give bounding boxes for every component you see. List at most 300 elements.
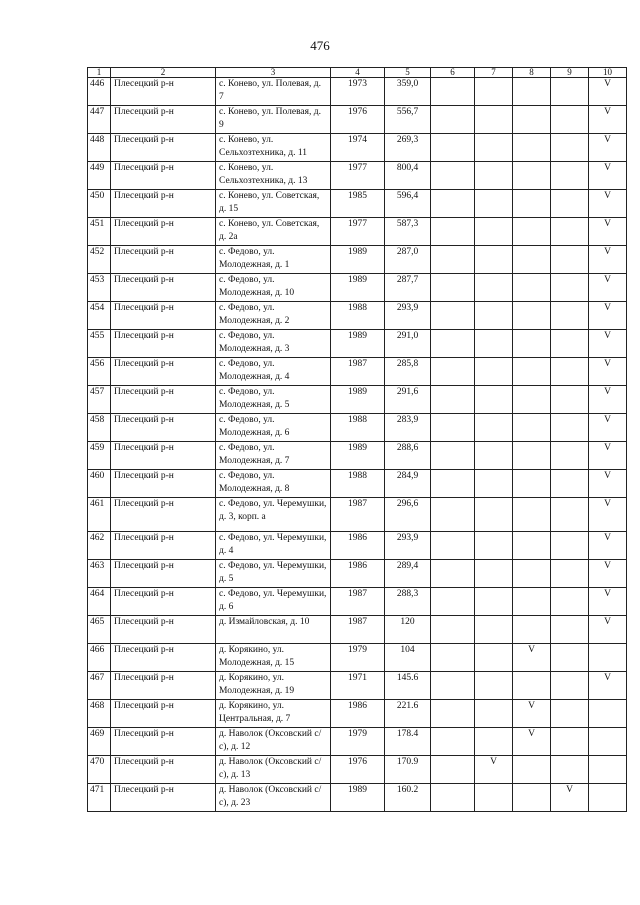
cell-address: с. Федово, ул. Молодежная, д. 8	[216, 470, 331, 498]
cell-year: 1986	[331, 560, 385, 588]
cell-c7	[475, 672, 513, 700]
table-row	[88, 756, 627, 784]
cell-c7	[475, 162, 513, 190]
cell-year: 1971	[331, 672, 385, 700]
cell-c8	[513, 386, 551, 414]
cell-district: Плесецкий р-н	[111, 700, 216, 728]
cell-district: Плесецкий р-н	[111, 218, 216, 246]
cell-c9	[551, 442, 589, 470]
cell-address: с. Конево, ул. Советская, д. 15	[216, 190, 331, 218]
cell-year: 1989	[331, 330, 385, 358]
cell-address: с. Федово, ул. Молодежная, д. 10	[216, 274, 331, 302]
cell-num: 450	[88, 190, 111, 218]
cell-c6	[431, 302, 475, 330]
table-row	[88, 532, 627, 560]
column-header: 10	[589, 68, 627, 78]
header-row	[88, 68, 627, 78]
cell-c10: V	[589, 616, 627, 644]
cell-c9	[551, 302, 589, 330]
table-row	[88, 106, 627, 134]
table-row	[88, 470, 627, 498]
cell-c9	[551, 728, 589, 756]
cell-c8	[513, 588, 551, 616]
cell-area: 145.6	[385, 672, 431, 700]
cell-c6	[431, 728, 475, 756]
cell-c8: V	[513, 700, 551, 728]
housing-table	[87, 67, 627, 812]
table-row	[88, 302, 627, 330]
cell-c8	[513, 784, 551, 812]
cell-district: Плесецкий р-н	[111, 106, 216, 134]
cell-c7	[475, 414, 513, 442]
cell-num: 469	[88, 728, 111, 756]
table-row	[88, 246, 627, 274]
cell-year: 1973	[331, 78, 385, 106]
cell-num: 463	[88, 560, 111, 588]
cell-year: 1976	[331, 106, 385, 134]
cell-c6	[431, 560, 475, 588]
cell-c8: V	[513, 728, 551, 756]
cell-district: Плесецкий р-н	[111, 588, 216, 616]
cell-c9	[551, 644, 589, 672]
cell-c7	[475, 700, 513, 728]
cell-c9	[551, 78, 589, 106]
cell-c7	[475, 616, 513, 644]
cell-c6	[431, 190, 475, 218]
table-row	[88, 672, 627, 700]
cell-area: 160.2	[385, 784, 431, 812]
cell-c8	[513, 560, 551, 588]
cell-area: 596,4	[385, 190, 431, 218]
cell-c8	[513, 756, 551, 784]
cell-address: с. Конево, ул. Полевая, д. 9	[216, 106, 331, 134]
cell-address: с. Федово, ул. Молодежная, д. 7	[216, 442, 331, 470]
column-header: 4	[331, 68, 385, 78]
cell-c6	[431, 162, 475, 190]
column-header: 6	[431, 68, 475, 78]
cell-year: 1989	[331, 784, 385, 812]
cell-c9	[551, 190, 589, 218]
cell-year: 1988	[331, 302, 385, 330]
cell-num: 446	[88, 78, 111, 106]
cell-year: 1987	[331, 358, 385, 386]
cell-c7	[475, 784, 513, 812]
cell-address: д. Корякино, ул. Молодежная, д. 19	[216, 672, 331, 700]
cell-address: д. Наволок (Оксовский с/с), д. 12	[216, 728, 331, 756]
cell-year: 1989	[331, 246, 385, 274]
cell-district: Плесецкий р-н	[111, 756, 216, 784]
cell-c7	[475, 728, 513, 756]
cell-num: 452	[88, 246, 111, 274]
cell-area: 285,8	[385, 358, 431, 386]
cell-c8	[513, 470, 551, 498]
cell-num: 459	[88, 442, 111, 470]
cell-c6	[431, 78, 475, 106]
cell-c9	[551, 616, 589, 644]
cell-c8	[513, 330, 551, 358]
cell-address: д. Измайловская, д. 10	[216, 616, 331, 644]
cell-c10: V	[589, 386, 627, 414]
cell-district: Плесецкий р-н	[111, 330, 216, 358]
cell-c9	[551, 246, 589, 274]
cell-c10: V	[589, 274, 627, 302]
cell-num: 458	[88, 414, 111, 442]
cell-c7	[475, 588, 513, 616]
table-row	[88, 616, 627, 644]
cell-year: 1989	[331, 442, 385, 470]
cell-year: 1986	[331, 700, 385, 728]
cell-c7	[475, 190, 513, 218]
cell-c9	[551, 532, 589, 560]
cell-c7: V	[475, 756, 513, 784]
cell-district: Плесецкий р-н	[111, 784, 216, 812]
cell-district: Плесецкий р-н	[111, 470, 216, 498]
cell-c6	[431, 588, 475, 616]
cell-address: с. Федово, ул. Молодежная, д. 5	[216, 386, 331, 414]
cell-area: 556,7	[385, 106, 431, 134]
cell-c7	[475, 644, 513, 672]
cell-area: 291,6	[385, 386, 431, 414]
table-row	[88, 644, 627, 672]
cell-address: с. Федово, ул. Молодежная, д. 2	[216, 302, 331, 330]
cell-num: 461	[88, 498, 111, 532]
cell-c10	[589, 784, 627, 812]
cell-c7	[475, 246, 513, 274]
cell-num: 447	[88, 106, 111, 134]
column-header: 3	[216, 68, 331, 78]
cell-address: с. Федово, ул. Черемушки, д. 4	[216, 532, 331, 560]
cell-year: 1979	[331, 644, 385, 672]
cell-c10	[589, 644, 627, 672]
cell-c7	[475, 498, 513, 532]
cell-address: с. Федово, ул. Черемушки, д. 5	[216, 560, 331, 588]
cell-c6	[431, 644, 475, 672]
cell-area: 269,3	[385, 134, 431, 162]
cell-address: с. Федово, ул. Молодежная, д. 6	[216, 414, 331, 442]
cell-num: 453	[88, 274, 111, 302]
cell-num: 467	[88, 672, 111, 700]
cell-area: 221.6	[385, 700, 431, 728]
cell-c6	[431, 470, 475, 498]
cell-year: 1976	[331, 756, 385, 784]
cell-district: Плесецкий р-н	[111, 274, 216, 302]
page-number: 476	[310, 38, 330, 53]
cell-c6	[431, 218, 475, 246]
table-row	[88, 442, 627, 470]
cell-district: Плесецкий р-н	[111, 728, 216, 756]
cell-area: 293,9	[385, 302, 431, 330]
cell-c8	[513, 106, 551, 134]
cell-year: 1977	[331, 218, 385, 246]
cell-c9	[551, 386, 589, 414]
cell-c10: V	[589, 218, 627, 246]
cell-c7	[475, 302, 513, 330]
column-header: 8	[513, 68, 551, 78]
cell-c9	[551, 106, 589, 134]
cell-address: с. Федово, ул. Молодежная, д. 1	[216, 246, 331, 274]
cell-area: 288,6	[385, 442, 431, 470]
cell-district: Плесецкий р-н	[111, 414, 216, 442]
table-row	[88, 560, 627, 588]
cell-c9	[551, 756, 589, 784]
cell-c6	[431, 106, 475, 134]
cell-c7	[475, 358, 513, 386]
cell-c9	[551, 134, 589, 162]
cell-c7	[475, 134, 513, 162]
cell-area: 287,0	[385, 246, 431, 274]
cell-area: 120	[385, 616, 431, 644]
cell-c6	[431, 386, 475, 414]
cell-c10: V	[589, 470, 627, 498]
cell-c10: V	[589, 190, 627, 218]
cell-num: 468	[88, 700, 111, 728]
cell-c6	[431, 358, 475, 386]
cell-c10: V	[589, 78, 627, 106]
cell-c7	[475, 442, 513, 470]
cell-district: Плесецкий р-н	[111, 616, 216, 644]
cell-c9: V	[551, 784, 589, 812]
cell-c8	[513, 218, 551, 246]
cell-area: 288,3	[385, 588, 431, 616]
cell-c10: V	[589, 358, 627, 386]
cell-c8	[513, 358, 551, 386]
table-row	[88, 728, 627, 756]
cell-c8	[513, 134, 551, 162]
cell-district: Плесецкий р-н	[111, 644, 216, 672]
cell-num: 457	[88, 386, 111, 414]
cell-c7	[475, 106, 513, 134]
cell-c6	[431, 274, 475, 302]
cell-c10: V	[589, 302, 627, 330]
table-row	[88, 784, 627, 812]
cell-year: 1989	[331, 386, 385, 414]
cell-c10: V	[589, 672, 627, 700]
cell-c10: V	[589, 414, 627, 442]
table-row	[88, 218, 627, 246]
cell-year: 1974	[331, 134, 385, 162]
cell-year: 1985	[331, 190, 385, 218]
cell-num: 471	[88, 784, 111, 812]
cell-area: 283,9	[385, 414, 431, 442]
cell-c8: V	[513, 644, 551, 672]
cell-address: с. Федово, ул. Черемушки, д. 6	[216, 588, 331, 616]
cell-area: 359,0	[385, 78, 431, 106]
cell-district: Плесецкий р-н	[111, 302, 216, 330]
cell-district: Плесецкий р-н	[111, 672, 216, 700]
cell-c10: V	[589, 330, 627, 358]
cell-c6	[431, 700, 475, 728]
cell-district: Плесецкий р-н	[111, 358, 216, 386]
cell-c6	[431, 784, 475, 812]
cell-address: с. Конево, ул. Советская, д. 2а	[216, 218, 331, 246]
cell-c8	[513, 672, 551, 700]
cell-district: Плесецкий р-н	[111, 162, 216, 190]
cell-num: 470	[88, 756, 111, 784]
cell-area: 296,6	[385, 498, 431, 532]
cell-address: д. Корякино, ул. Центральная, д. 7	[216, 700, 331, 728]
table-row	[88, 78, 627, 106]
cell-c6	[431, 532, 475, 560]
cell-c9	[551, 672, 589, 700]
cell-district: Плесецкий р-н	[111, 190, 216, 218]
cell-c9	[551, 330, 589, 358]
cell-address: д. Корякино, ул. Молодежная, д. 15	[216, 644, 331, 672]
cell-district: Плесецкий р-н	[111, 442, 216, 470]
cell-district: Плесецкий р-н	[111, 246, 216, 274]
cell-c6	[431, 756, 475, 784]
cell-c6	[431, 498, 475, 532]
cell-num: 456	[88, 358, 111, 386]
cell-c6	[431, 134, 475, 162]
table-row	[88, 498, 627, 532]
column-header: 1	[88, 68, 111, 78]
table-row	[88, 134, 627, 162]
cell-num: 449	[88, 162, 111, 190]
cell-address: с. Конево, ул. Сельхозтехника, д. 13	[216, 162, 331, 190]
cell-c10: V	[589, 162, 627, 190]
cell-c8	[513, 532, 551, 560]
cell-c7	[475, 386, 513, 414]
cell-c7	[475, 274, 513, 302]
cell-area: 587,3	[385, 218, 431, 246]
cell-c7	[475, 78, 513, 106]
cell-c9	[551, 162, 589, 190]
column-header: 9	[551, 68, 589, 78]
cell-c8	[513, 190, 551, 218]
cell-c7	[475, 532, 513, 560]
cell-area: 291,0	[385, 330, 431, 358]
cell-c9	[551, 470, 589, 498]
cell-c9	[551, 560, 589, 588]
column-header: 5	[385, 68, 431, 78]
cell-address: с. Федово, ул. Молодежная, д. 4	[216, 358, 331, 386]
cell-year: 1989	[331, 274, 385, 302]
cell-num: 460	[88, 470, 111, 498]
table-row	[88, 190, 627, 218]
table-row	[88, 588, 627, 616]
cell-area: 293,9	[385, 532, 431, 560]
table-row	[88, 386, 627, 414]
cell-c7	[475, 218, 513, 246]
table-row	[88, 358, 627, 386]
cell-year: 1987	[331, 498, 385, 532]
cell-c8	[513, 302, 551, 330]
cell-num: 466	[88, 644, 111, 672]
cell-c10: V	[589, 532, 627, 560]
cell-c10	[589, 700, 627, 728]
cell-c8	[513, 498, 551, 532]
cell-c9	[551, 358, 589, 386]
cell-c7	[475, 470, 513, 498]
cell-area: 284,9	[385, 470, 431, 498]
cell-c10: V	[589, 246, 627, 274]
cell-c8	[513, 246, 551, 274]
cell-c9	[551, 218, 589, 246]
cell-num: 462	[88, 532, 111, 560]
cell-c6	[431, 330, 475, 358]
cell-area: 170.9	[385, 756, 431, 784]
cell-c6	[431, 672, 475, 700]
column-header: 2	[111, 68, 216, 78]
cell-c10	[589, 728, 627, 756]
cell-c9	[551, 498, 589, 532]
cell-c7	[475, 330, 513, 358]
cell-year: 1986	[331, 532, 385, 560]
table-row	[88, 274, 627, 302]
cell-c10: V	[589, 442, 627, 470]
cell-year: 1987	[331, 588, 385, 616]
cell-address: д. Наволок (Оксовский с/с), д. 23	[216, 784, 331, 812]
table-row	[88, 414, 627, 442]
cell-c6	[431, 246, 475, 274]
cell-year: 1988	[331, 470, 385, 498]
cell-area: 287,7	[385, 274, 431, 302]
cell-num: 464	[88, 588, 111, 616]
cell-district: Плесецкий р-н	[111, 78, 216, 106]
cell-district: Плесецкий р-н	[111, 386, 216, 414]
cell-year: 1988	[331, 414, 385, 442]
cell-c10: V	[589, 498, 627, 532]
cell-c10: V	[589, 560, 627, 588]
table-row	[88, 700, 627, 728]
cell-area: 104	[385, 644, 431, 672]
cell-c10	[589, 756, 627, 784]
cell-district: Плесецкий р-н	[111, 134, 216, 162]
cell-c8	[513, 162, 551, 190]
table-row	[88, 330, 627, 358]
cell-num: 454	[88, 302, 111, 330]
cell-area: 178.4	[385, 728, 431, 756]
cell-c9	[551, 414, 589, 442]
cell-district: Плесецкий р-н	[111, 532, 216, 560]
cell-c9	[551, 588, 589, 616]
cell-district: Плесецкий р-н	[111, 560, 216, 588]
cell-address: д. Наволок (Оксовский с/с), д. 13	[216, 756, 331, 784]
table-row	[88, 162, 627, 190]
cell-area: 289,4	[385, 560, 431, 588]
cell-address: с. Федово, ул. Молодежная, д. 3	[216, 330, 331, 358]
cell-c6	[431, 616, 475, 644]
cell-c8	[513, 442, 551, 470]
cell-c9	[551, 700, 589, 728]
cell-c6	[431, 414, 475, 442]
cell-year: 1977	[331, 162, 385, 190]
cell-c6	[431, 442, 475, 470]
cell-c8	[513, 274, 551, 302]
column-header: 7	[475, 68, 513, 78]
cell-address: с. Федово, ул. Черемушки, д. 3, корп. а	[216, 498, 331, 532]
cell-c7	[475, 560, 513, 588]
cell-year: 1987	[331, 616, 385, 644]
cell-year: 1979	[331, 728, 385, 756]
cell-district: Плесецкий р-н	[111, 498, 216, 532]
cell-c8	[513, 78, 551, 106]
cell-c10: V	[589, 588, 627, 616]
cell-address: с. Конево, ул. Сельхозтехника, д. 11	[216, 134, 331, 162]
cell-num: 448	[88, 134, 111, 162]
cell-c8	[513, 616, 551, 644]
cell-area: 800,4	[385, 162, 431, 190]
cell-c8	[513, 414, 551, 442]
cell-num: 455	[88, 330, 111, 358]
cell-c9	[551, 274, 589, 302]
cell-c10: V	[589, 134, 627, 162]
cell-address: с. Конево, ул. Полевая, д. 7	[216, 78, 331, 106]
cell-num: 451	[88, 218, 111, 246]
table-body	[88, 78, 627, 812]
cell-c10: V	[589, 106, 627, 134]
cell-num: 465	[88, 616, 111, 644]
